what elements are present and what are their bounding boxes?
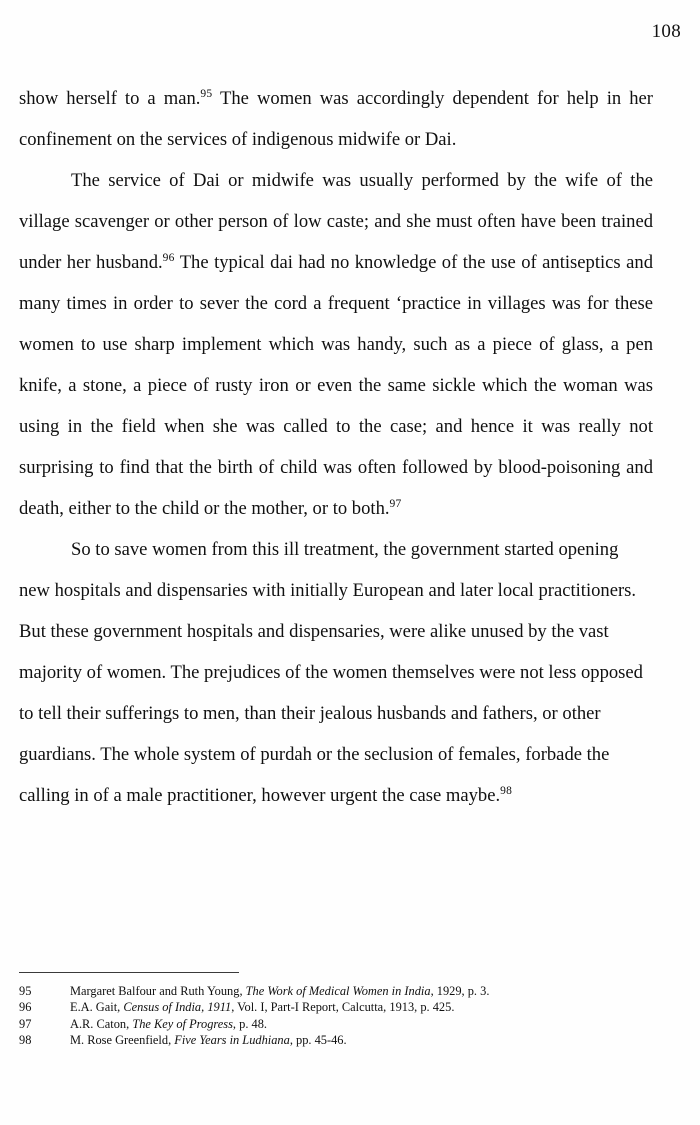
footnote-text: A.R. Caton, The Key of Progress, p. 48.: [70, 1016, 267, 1031]
italic-title: Census of India, 1911: [123, 1000, 232, 1015]
italic-title: The Work of Medical Women in India: [245, 984, 431, 998]
footnote-text: E.A. Gait, Census of India, 1911, Vol. I, Part-I Report, Calcutta, 1913, p. 425.: [70, 1000, 455, 1015]
body-paragraph-2: The service of Dai or midwife was usually performed by the wife of the village scavenger or other person of low caste; and she must often have been trained under her husband.$^{96}$ The typical dai had no knowledge of the use of antiseptics and many times in order to sever the cord a frequent ‘practice in villages was for these women to use sharp implement which was handy, such as a piece of glass, a pen knife, a stone, a piece of rusty iron or even the same sickle which the woman was using in the field when she was called to the case; and hence it was really not surprising to find that the birth of child was often followed by blood-poisoning and death, either to the child or the mother, or to both.$^{97}$: [19, 170, 653, 519]
footnote-number: 95: [19, 984, 32, 998]
footnote-separator-rule: [19, 972, 239, 973]
page-number: 108: [651, 21, 681, 42]
footnote-reference-96: 96: [162, 251, 175, 264]
footnote-reference-95: 95: [200, 87, 213, 100]
body-paragraph-3: So to save women from this ill treatment, the government started opening new hospitals and dispensaries with initially European and later local practitioners. But these government hospitals and dispensaries, were alike unused by the vast majority of women. The prejudices of the women themselves were not less opposed to tell their sufferings to men, than their jealous husbands and fathers, or other guardians. The whole system of purdah or the seclusion of females, forbade the calling in of a male practitioner, however urgent the case maybe.$^{98}$: [19, 539, 643, 806]
footnote-item-95: [19, 983, 679, 999]
italic-title: Five Years in Ludhiana: [174, 1032, 290, 1047]
footnote-number: 97: [19, 1016, 32, 1031]
footnote-list: [19, 983, 679, 1048]
footnote-number: 98: [19, 1032, 32, 1047]
footnote-text: M. Rose Greenfield, Five Years in Ludhiana, pp. 45-46.: [70, 1032, 347, 1047]
body-paragraph-1: show herself to a man.$^{95}$ The women was accordingly dependent for help in her confinement on the services of indigenous midwife or Dai.: [19, 87, 653, 150]
footnote-reference-98: 98: [500, 784, 513, 797]
body-text-block: [19, 78, 653, 816]
footnote-item-96: [19, 999, 679, 1015]
footnote-text: Margaret Balfour and Ruth Young, The Work of Medical Women in India, 1929, p. 3.: [70, 984, 490, 998]
footnote-number: 96: [19, 1000, 32, 1015]
footnote-item-98: [19, 1032, 679, 1048]
footnote-reference-97: 97: [389, 497, 402, 510]
italic-title: The Key of Progress: [132, 1016, 233, 1031]
footnote-item-97: [19, 1016, 679, 1032]
footnote-area: [19, 972, 679, 1048]
